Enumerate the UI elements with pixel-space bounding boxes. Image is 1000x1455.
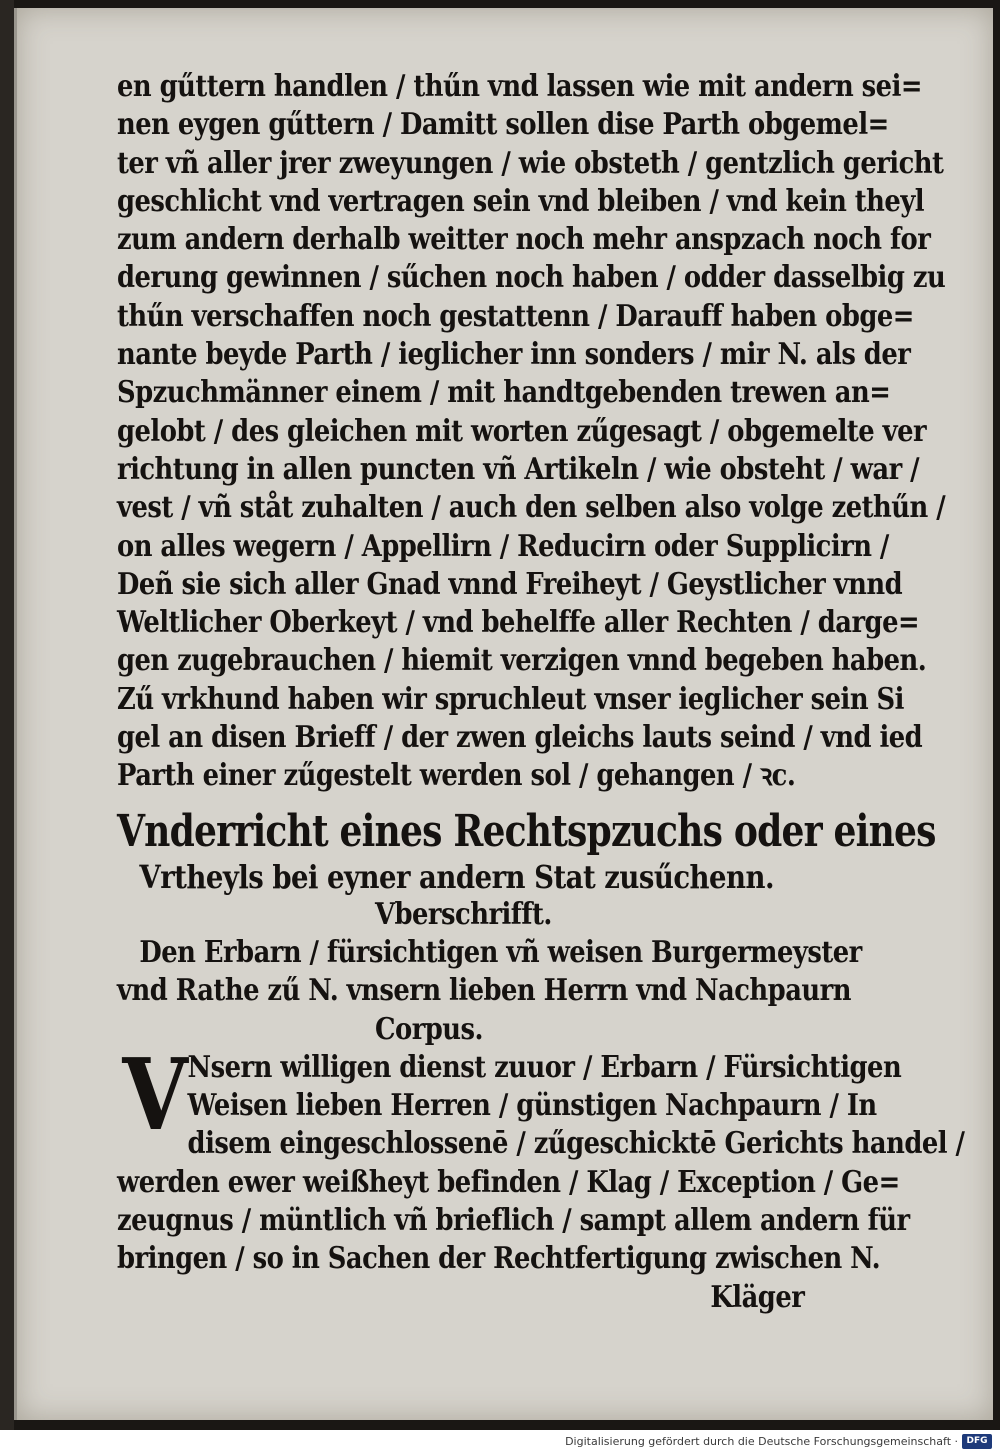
body-line: werden ewer weißheyt befinden / Klag / Exception / Ge= xyxy=(117,1164,900,1200)
text-line: gel an disen Brieff / der zwen gleichs lauts seind / vnd ied xyxy=(117,720,923,756)
text-line: richtung in allen puncten vñ Artikeln / wie obsteht / war / xyxy=(117,451,920,487)
text-line: ter vñ aller jrer zweyungen / wie obsteth / gentzlich gericht xyxy=(117,145,944,181)
address-line: vnd Rathe zű N. vnsern lieben Herrn vnd Nachpaurn xyxy=(117,973,851,1009)
caption-uberschrift: Vberschrifft. xyxy=(375,896,552,932)
body-line: bringen / so in Sachen der Rechtfertigung zwischen N. xyxy=(117,1241,881,1277)
text-line: Weltlicher Oberkeyt / vnd behelffe aller Rechten / darge= xyxy=(117,605,920,641)
text-line: gen zugebrauchen / hiemit verzigen vnnd begeben haben. xyxy=(117,643,927,679)
catchword: Kläger xyxy=(710,1279,805,1315)
footer-bar xyxy=(0,1430,1000,1455)
dfg-credit-text: Digitalisierung gefördert durch die Deutsche Forschungsgemeinschaft · xyxy=(565,1435,958,1448)
text-line: derung gewinnen / sűchen noch haben / odder dasselbig zu xyxy=(117,260,946,296)
body-line: Nsern willigen dienst zuuor / Erbarn / Fürsichtigen xyxy=(187,1049,902,1085)
body-line: zeugnus / müntlich vñ brieflich / sampt allem andern für xyxy=(117,1203,910,1239)
text-line: on alles wegern / Appellirn / Reducirn oder Supplicirn / xyxy=(117,528,889,564)
text-line: nante beyde Parth / ieglicher inn sonders / mir N. als der xyxy=(117,337,911,373)
text-line: thűn verschaffen noch gestattenn / Darauff haben obge= xyxy=(117,298,914,334)
text-line: Deñ sie sich aller Gnad vnnd Freiheyt / Geystlicher vnnd xyxy=(117,566,903,602)
scan-ruler xyxy=(0,0,14,1430)
text-line: zum andern derhalb weitter noch mehr anspzach noch for xyxy=(117,222,931,258)
body-line: Weisen lieben Herren / günstigen Nachpaurn / In xyxy=(187,1088,877,1124)
section-heading: Vnderricht eines Rechtspzuchs oder eines xyxy=(117,805,936,857)
text-line: gelobt / des gleichen mit worten zűgesagt / obgemelte ver xyxy=(117,413,927,449)
letter-body xyxy=(117,1037,977,1279)
text-line: geschlicht vnd vertragen sein vnd bleiben / vnd kein theyl xyxy=(117,183,925,219)
address-line: Den Erbarn / fürsichtigen vñ weisen Burgermeyster xyxy=(139,934,862,970)
text-line: Parth einer zűgestelt werden sol / gehangen / ꝛc. xyxy=(117,758,796,794)
book-page xyxy=(14,8,993,1420)
text-line: nen eygen gűttern / Damitt sollen dise Parth obgemel= xyxy=(117,107,889,143)
text-line: Zű vrkhund haben wir spruchleut vnser ieglicher sein Si xyxy=(117,681,904,717)
dfg-logo-icon: DFG xyxy=(962,1434,992,1449)
drop-cap-initial: V xyxy=(122,1037,188,1153)
section-subheading: Vrtheyls bei eyner andern Stat zusűchenn. xyxy=(139,857,775,896)
caption-corpus: Corpus. xyxy=(375,1011,484,1047)
page-text xyxy=(117,68,977,1317)
text-line: vest / vñ ståt zuhalten / auch den selben also volge zethűn / xyxy=(117,490,946,526)
body-line: disem eingeschlossenē / zűgeschicktē Gerichts handel / xyxy=(187,1126,965,1162)
text-line: Spzuchmänner einem / mit handtgebenden trewen an= xyxy=(117,375,891,411)
text-line: en gűttern handlen / thűn vnd lassen wie mit andern sei= xyxy=(117,69,922,104)
